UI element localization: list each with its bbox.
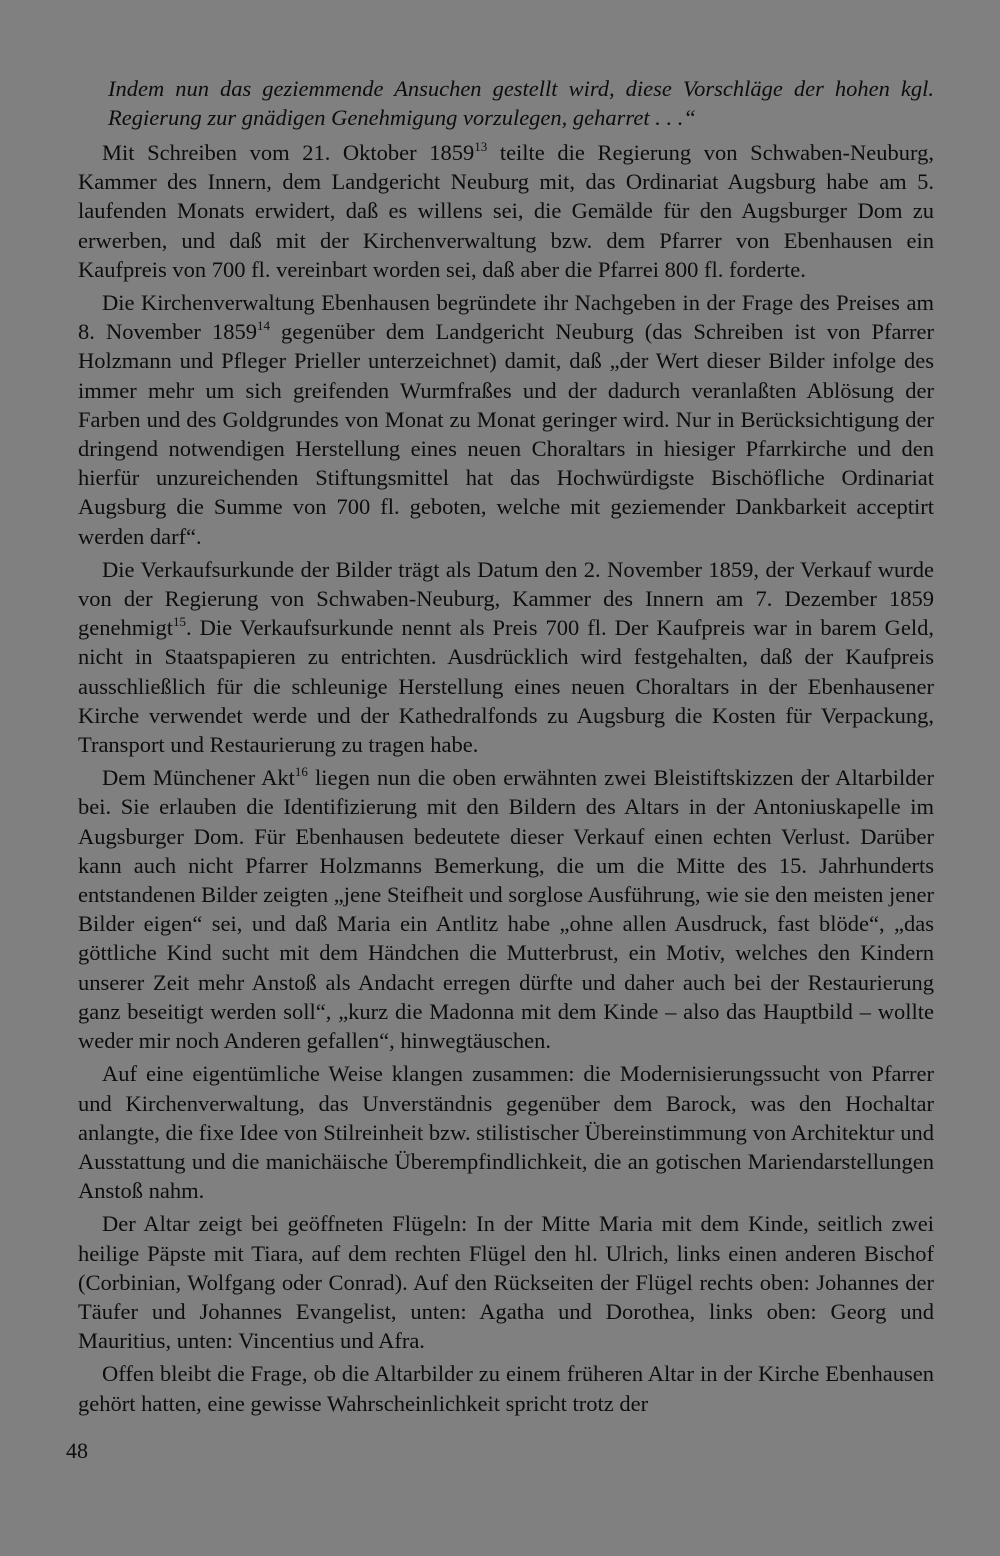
footnote-reference: 13: [474, 139, 488, 154]
paragraph-text: Offen bleibt die Frage, ob die Altarbilder zu einem früheren Altar in der Kirche Ebenhausen gehört hatten, eine gewisse Wahrscheinlichkeit spricht trotz der: [78, 1361, 934, 1416]
body-paragraph: [78, 1059, 934, 1205]
footnote-reference: 16: [294, 764, 308, 780]
paragraph-text: gegenüber dem Landgericht Neuburg (das Schreiben ist von Pfarrer Holzmann und Pfleger Prieller unterzeichnet) damit, daß „der Wert dieser Bilder infolge des immer mehr um sich greifenden Wurmfraßes und der dadurch veranlaßten Ablösung der Farben und des Goldgrundes von Monat zu Monat geringer wird. Nur in Berücksichtigung der dringend notwendigen Herstellung eines neuen Choraltars in hiesiger Pfarrkirche und den hierfür unzureichenden Stiftungsmittel hat das Hochwürdigste Bischöfliche Ordinariat Augsburg die Summe von 700 fl. geboten, welche mit geziemender Dankbarkeit acceptirt werden darf“.: [78, 319, 934, 549]
page-body: [78, 74, 934, 1418]
paragraph-text: Auf eine eigentümliche Weise klangen zusammen: die Modernisierungssucht von Pfarrer und Kirchenverwaltung, das Unverständnis gegenüber dem Barock, was den Hochaltar anlangte, die fixe Idee von Stilreinheit bzw. stilistischer Übereinstimmung von Architektur und Ausstattung und die manichäische Überempfindlichkeit, die an gotischen Mariendarstellungen Anstoß nahm.: [78, 1061, 934, 1204]
page-number: 48: [66, 1438, 88, 1463]
body-text: [78, 138, 934, 1418]
paragraph-text: . Die Verkaufsurkunde nennt als Preis 700 fl. Der Kaufpreis war in barem Geld, nicht in Staatspapieren zu entrichten. Ausdrücklich wird festgehalten, daß der Kaufpreis ausschließlich für die schleunige Herstellung eines neuen Choraltars in der Ebenhausener Kirche verwendet werde und der Kathedralfonds zu Augsburg die Kosten für Verpackung, Transport und Restaurierung zu tragen habe.: [78, 615, 934, 758]
body-paragraph: [78, 138, 934, 284]
paragraph-text: Mit Schreiben vom 21. Oktober 1859: [102, 140, 475, 165]
footnote-reference: 15: [172, 614, 186, 630]
paragraph-text: liegen nun die oben erwähnten zwei Bleistiftskizzen der Altarbilder bei. Sie erlauben die Identifizierung mit den Bildern des Altars in der Antoniuskapelle im Augsburger Dom. Für Ebenhausen bedeutete dieser Verkauf einen echten Verlust. Darüber kann auch nicht Pfarrer Holzmanns Bemerkung, die um die Mitte des 15. Jahrhunderts entstandenen Bilder zeigten „jene Steifheit und sorglose Ausführung, wie sie den meisten jener Bilder eigen“ sei, und daß Maria ein Antlitz habe „ohne allen Ausdruck, fast blöde“, „das göttliche Kind sucht mit dem Händchen die Mutterbrust, ein Motiv, welches den Kindern unserer Zeit mehr Anstoß als Andacht erregen dürfte und daher auch bei der Restaurierung ganz beseitigt werden soll“, „kurz die Madonna mit dem Kinde – also das Hauptbild – wollte weder mir noch Anderen gefallen“, hinwegtäuschen.: [78, 765, 934, 1054]
paragraph-text: Dem Münchener Akt: [102, 765, 295, 791]
quote-paragraph: Indem nun das geziemmende Ansuchen gestellt wird, diese Vorschläge der hohen kgl. Regierung zur gnädigen Genehmigung vorzulegen, geharret . . .“: [108, 76, 934, 130]
paragraph-text: teilte die Regierung von Schwaben-Neuburg, Kammer des Innern, dem Landgericht Neuburg mit, das Ordinariat Augsburg habe am 5. laufenden Monats erwidert, daß es willens sei, die Gemälde für den Augsburger Dom zu erwerben, und daß mit der Kirchenverwaltung bzw. dem Pfarrer von Ebenhausen ein Kaufpreis von 700 fl. vereinbart worden sei, daß aber die Pfarrei 800 fl. forderte.: [78, 140, 934, 282]
paragraph-text: Die Kirchenverwaltung Ebenhausen begründete ihr Nachgeben in der Frage des Preises am 8. November 1859: [78, 290, 934, 345]
body-paragraph: [78, 1359, 934, 1417]
body-paragraph: [78, 288, 934, 551]
body-paragraph: [78, 763, 934, 1055]
body-paragraph: [78, 555, 934, 759]
body-paragraph: [78, 1209, 934, 1355]
footnote-reference: 14: [256, 318, 270, 334]
paragraph-text: Der Altar zeigt bei geöffneten Flügeln: In der Mitte Maria mit dem Kinde, seitlich zwei heilige Päpste mit Tiara, auf dem rechten Flügel den hl. Ulrich, links einen anderen Bischof (Corbinian, Wolfgang oder Conrad). Auf den Rückseiten der Flügel rechts oben: Johannes der Täufer und Johannes Evangelist, unten: Agatha und Dorothea, links oben: Georg und Mauritius, unten: Vincentius und Afra.: [78, 1211, 934, 1354]
paragraph-text: Die Verkaufsurkunde der Bilder trägt als Datum den 2. November 1859, der Verkauf wurde von der Regierung von Schwaben-Neuburg, Kammer des Innern am 7. Dezember 1859 genehmigt: [78, 556, 934, 641]
